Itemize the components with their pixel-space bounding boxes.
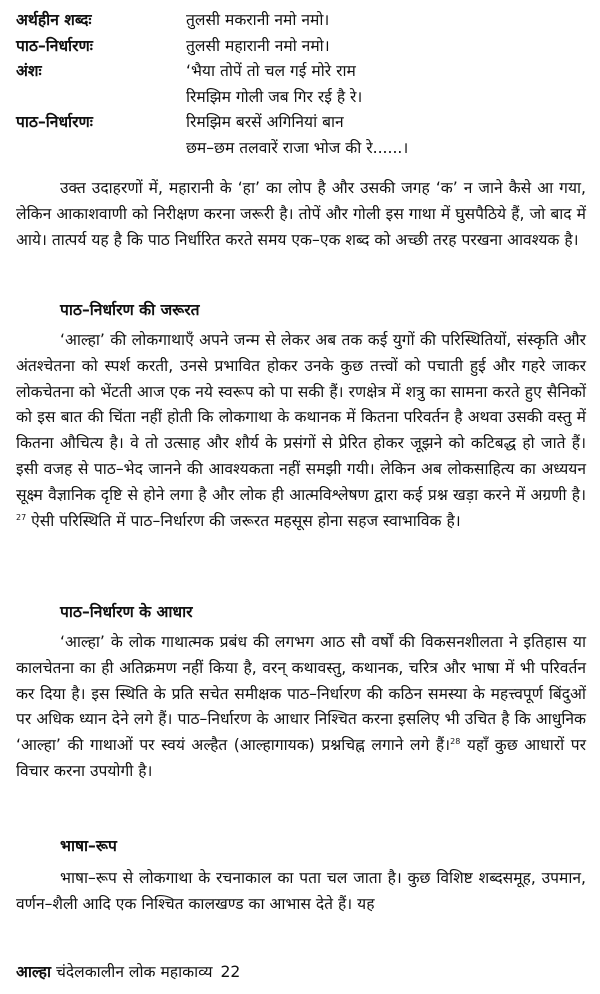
paragraph-4: भाषा–रूप से लोकगाथा के रचनाकाल का पता चल जाता है। कुछ विशिष्ट शब्दसमूह, उपमान, वर्णन–शैली आदि एक निश्चित कालखण्ड का आभास देते हैं। यह	[16, 869, 586, 913]
heading-path-need: पाठ–निर्धारण की जरूरत	[60, 301, 200, 319]
pair-value: रिमझिम गोली जब गिर रई है रे।	[186, 87, 363, 106]
paragraph-2-tail: ऐसी परिस्थिति में पाठ–निर्धारण की जरूरत महसूस होना सहज स्वाभाविक है।	[26, 511, 461, 530]
pair-value: रिमझिम बरसें अगिनियां बान	[186, 113, 344, 131]
pair-row	[16, 59, 586, 85]
paragraph-3	[16, 630, 586, 785]
footer-book-title: आल्हा	[16, 963, 51, 981]
paragraph-3-text: ‘आल्हा’ के लोक गाथात्मक प्रबंध की लगभग आठ सौ वर्षों की विकसनशीलता ने इतिहास या कालचेतना का ही अतिक्रमण नहीं किया है, वरन् कथावस्तु, कथानक, चरित्र और भाषा में भी परिवर्तन कर दिया है। इस स्थिति के प्रति सचेत समीक्षक पाठ–निर्धारण की कठिन समस्या के महत्त्वपूर्ण बिंदुओं पर अधिक ध्यान देने लगे हैं। पाठ–निर्धारण के आधार निश्चित करना इसलिए भी उचित है कि आधुनिक ‘आल्हा’ की गाथाओं पर स्वयं अल्हैत (आल्हागायक) प्रश्नचिह्न लगाने लगे हैं।	[16, 633, 586, 755]
page-footer	[16, 960, 240, 984]
pair-row	[16, 34, 586, 60]
paragraph-1: उक्त उदाहरणों में, महारानी के ‘हा’ का लोप है और उसकी जगह ‘क’ न जाने कैसे आ गया, लेकिन आकाशवाणी को निरीक्षण करना जरूरी है। तोपें और गोली इस गाथा में घुसपैठिये हैं, जो बाद में आये। तात्पर्य यह है कि पाठ निर्धारित करते समय एक–एक शब्द को अच्छी तरह परखना आवश्यक है।	[16, 179, 586, 249]
pair-row	[16, 85, 586, 111]
pair-label: अंशः	[16, 62, 42, 80]
pair-label	[16, 136, 186, 162]
pair-value: छम–छम तलवारें राजा भोज की रे......।	[186, 138, 409, 157]
pair-row	[16, 110, 586, 136]
pair-label: पाठ–निर्धारणः	[16, 36, 93, 55]
pair-value: ‘भैया तोपें तो चल गई मोरे राम	[186, 62, 356, 80]
paragraph-2	[16, 328, 586, 534]
footer-book-subtitle: चंदेलकालीन लोक महाकाव्य	[50, 963, 213, 981]
pair-row	[16, 136, 586, 162]
pair-label: पाठ–निर्धारणः	[16, 113, 93, 131]
pair-row	[16, 8, 586, 34]
pair-label: अर्थहीन शब्दः	[16, 11, 92, 29]
page-number: 22	[220, 963, 241, 981]
pair-value: तुलसी मकरानी नमो नमो।	[186, 11, 330, 29]
pair-value: तुलसी महारानी नमो नमो।	[186, 36, 330, 55]
heading-language-form: भाषा–रूप	[60, 837, 117, 855]
paragraph-2-text: ‘आल्हा’ की लोकगाथाएँ अपने जन्म से लेकर अब तक कई युगों की परिस्थितियों, संस्कृति और अंतश्चेतना को स्पर्श करती, उनसे प्रभावित होकर उनके कुछ तत्त्वों को पचाती हुई और गहरे जाकर लोकचेतना को भेंटती आज एक नये स्वरूप को पा सकी हैं। रणक्षेत्र में शत्रु का सामना करते हुए सैनिकों को इस बात की चिंता नहीं होती कि लोकगाथा के कथानक में कितना परिवर्तन है अथवा उसकी वस्तु में कितना औचित्य है। वे तो उत्साह और शौर्य के प्रसंगों से प्रेरित होकर जूझने को कटिबद्ध हो जाते हैं। इसी वजह से पाठ–भेद जानने की आवश्यकता नहीं समझी गयी। लेकिन अब लोकसाहित्य का अध्ययन सूक्ष्म वैज्ञानिक दृष्टि से होने लगा है और लोक ही आत्मविश्लेषण द्वारा कई प्रश्न खड़ा करने में अग्रणी है।	[16, 331, 586, 504]
example-pairs	[16, 8, 586, 161]
pair-label	[16, 85, 186, 111]
footnote-ref-27: 27	[16, 512, 27, 522]
footnote-ref-28: 28	[450, 737, 461, 746]
paragraph-3-tail: यहाँ कुछ आधारों पर विचार करना उपयोगी है।	[16, 736, 586, 780]
heading-path-basis: पाठ–निर्धारण के आधार	[60, 603, 193, 621]
